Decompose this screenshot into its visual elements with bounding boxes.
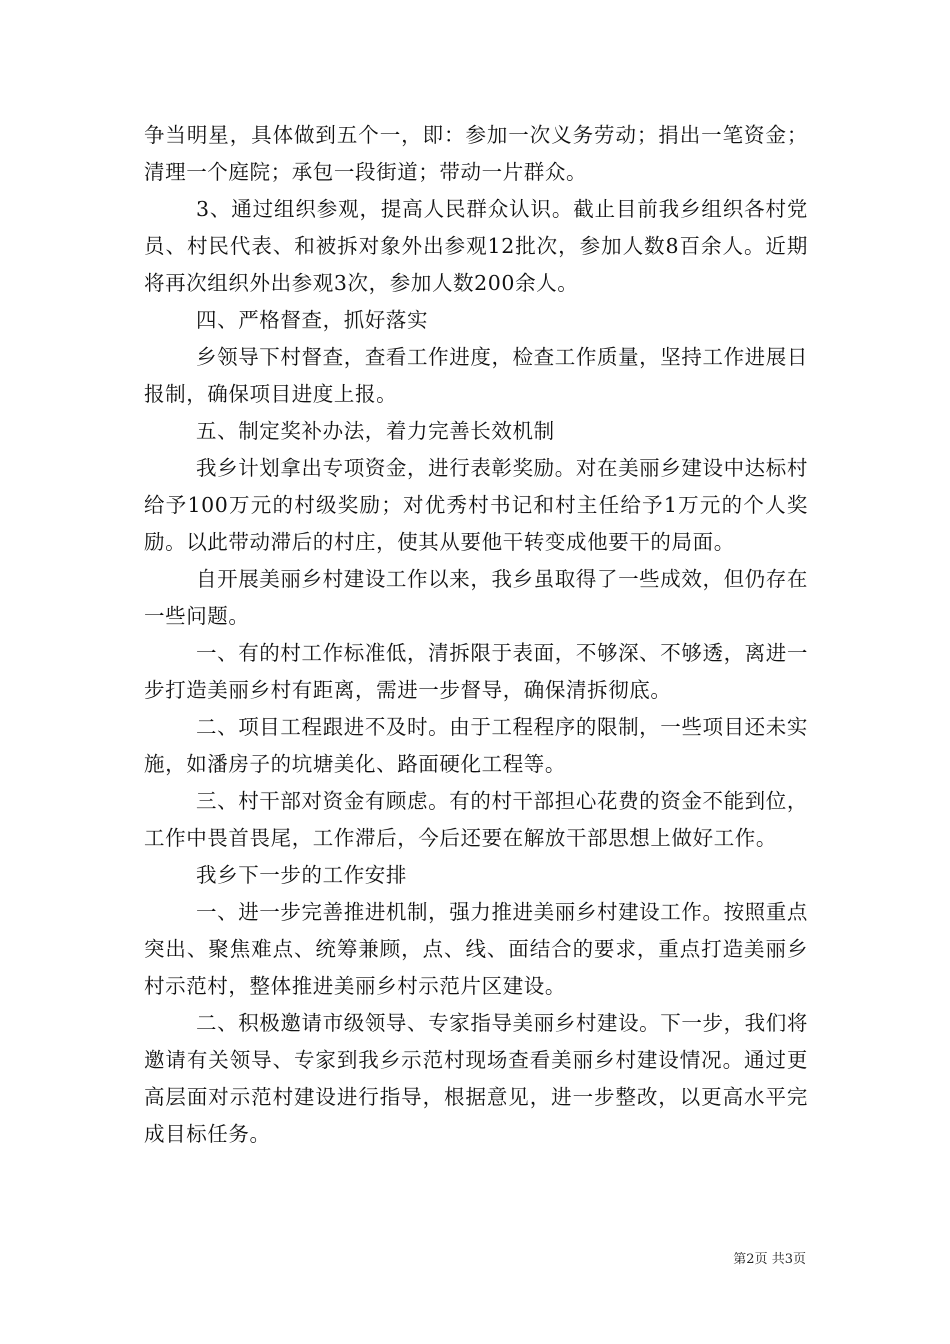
section-heading-next-steps: 我乡下一步的工作安排	[196, 863, 407, 887]
problem-item-2: 二、项目工程跟进不及时。由于工程程序的限制，一些项目还未实施，如潘房子的坑塘美化、路面硬化工程等。	[144, 715, 808, 776]
paragraph-4: 我乡计划拿出专项资金，进行表彰奖励。对在美丽乡建设中达标村给予100万元的村级奖励；对优秀村书记和村主任给予1万元的个人奖励。以此带动滞后的村庄，使其从要他干转变成他要干的局面。	[144, 456, 808, 554]
paragraph-3: 乡领导下村督查，查看工作进度，检查工作质量，坚持工作进展日报制，确保项目进度上报。	[144, 345, 808, 406]
problem-item-3: 三、村干部对资金有顾虑。有的村干部担心花费的资金不能到位，工作中畏首畏尾，工作滞后，今后还要在解放干部思想上做好工作。	[144, 789, 808, 850]
paragraph-1: 争当明星，具体做到五个一，即：参加一次义务劳动；捐出一笔资金；清理一个庭院；承包一段街道；带动一片群众。	[144, 123, 808, 184]
problem-item-1: 一、有的村工作标准低，清拆限于表面，不够深、不够透，离进一步打造美丽乡村有距离，需进一步督导，确保清拆彻底。	[144, 641, 808, 702]
paragraph-5: 自开展美丽乡村建设工作以来，我乡虽取得了一些成效，但仍存在一些问题。	[144, 567, 808, 628]
section-heading-4: 四、严格督查，抓好落实	[196, 308, 429, 332]
plan-item-1: 一、进一步完善推进机制，强力推进美丽乡村建设工作。按照重点突出、聚焦难点、统筹兼顾，点、线、面结合的要求，重点打造美丽乡村示范村，整体推进美丽乡村示范片区建设。	[144, 900, 808, 998]
page-number-footer	[733, 1252, 806, 1268]
page-suffix: 页	[792, 1252, 806, 1267]
section-heading-5: 五、制定奖补办法，着力完善长效机制	[196, 419, 555, 443]
page-prefix: 第	[733, 1252, 747, 1267]
document-body	[144, 117, 808, 1153]
total-pages-number: 3	[784, 1252, 793, 1267]
current-page-number: 2	[746, 1252, 755, 1267]
plan-item-2: 二、积极邀请市级领导、专家指导美丽乡村建设。下一步，我们将邀请有关领导、专家到我乡示范村现场查看美丽乡村建设情况。通过更高层面对示范村建设进行指导，根据意见，进一步整改，以更高水平完成目标任务。	[144, 1011, 808, 1146]
page-middle: 页 共	[754, 1252, 785, 1267]
paragraph-2: 3、通过组织参观，提高人民群众认识。截止目前我乡组织各村党员、村民代表、和被拆对象外出参观12批次，参加人数8百余人。近期将再次组织外出参观3次，参加人数200余人。	[144, 197, 808, 295]
